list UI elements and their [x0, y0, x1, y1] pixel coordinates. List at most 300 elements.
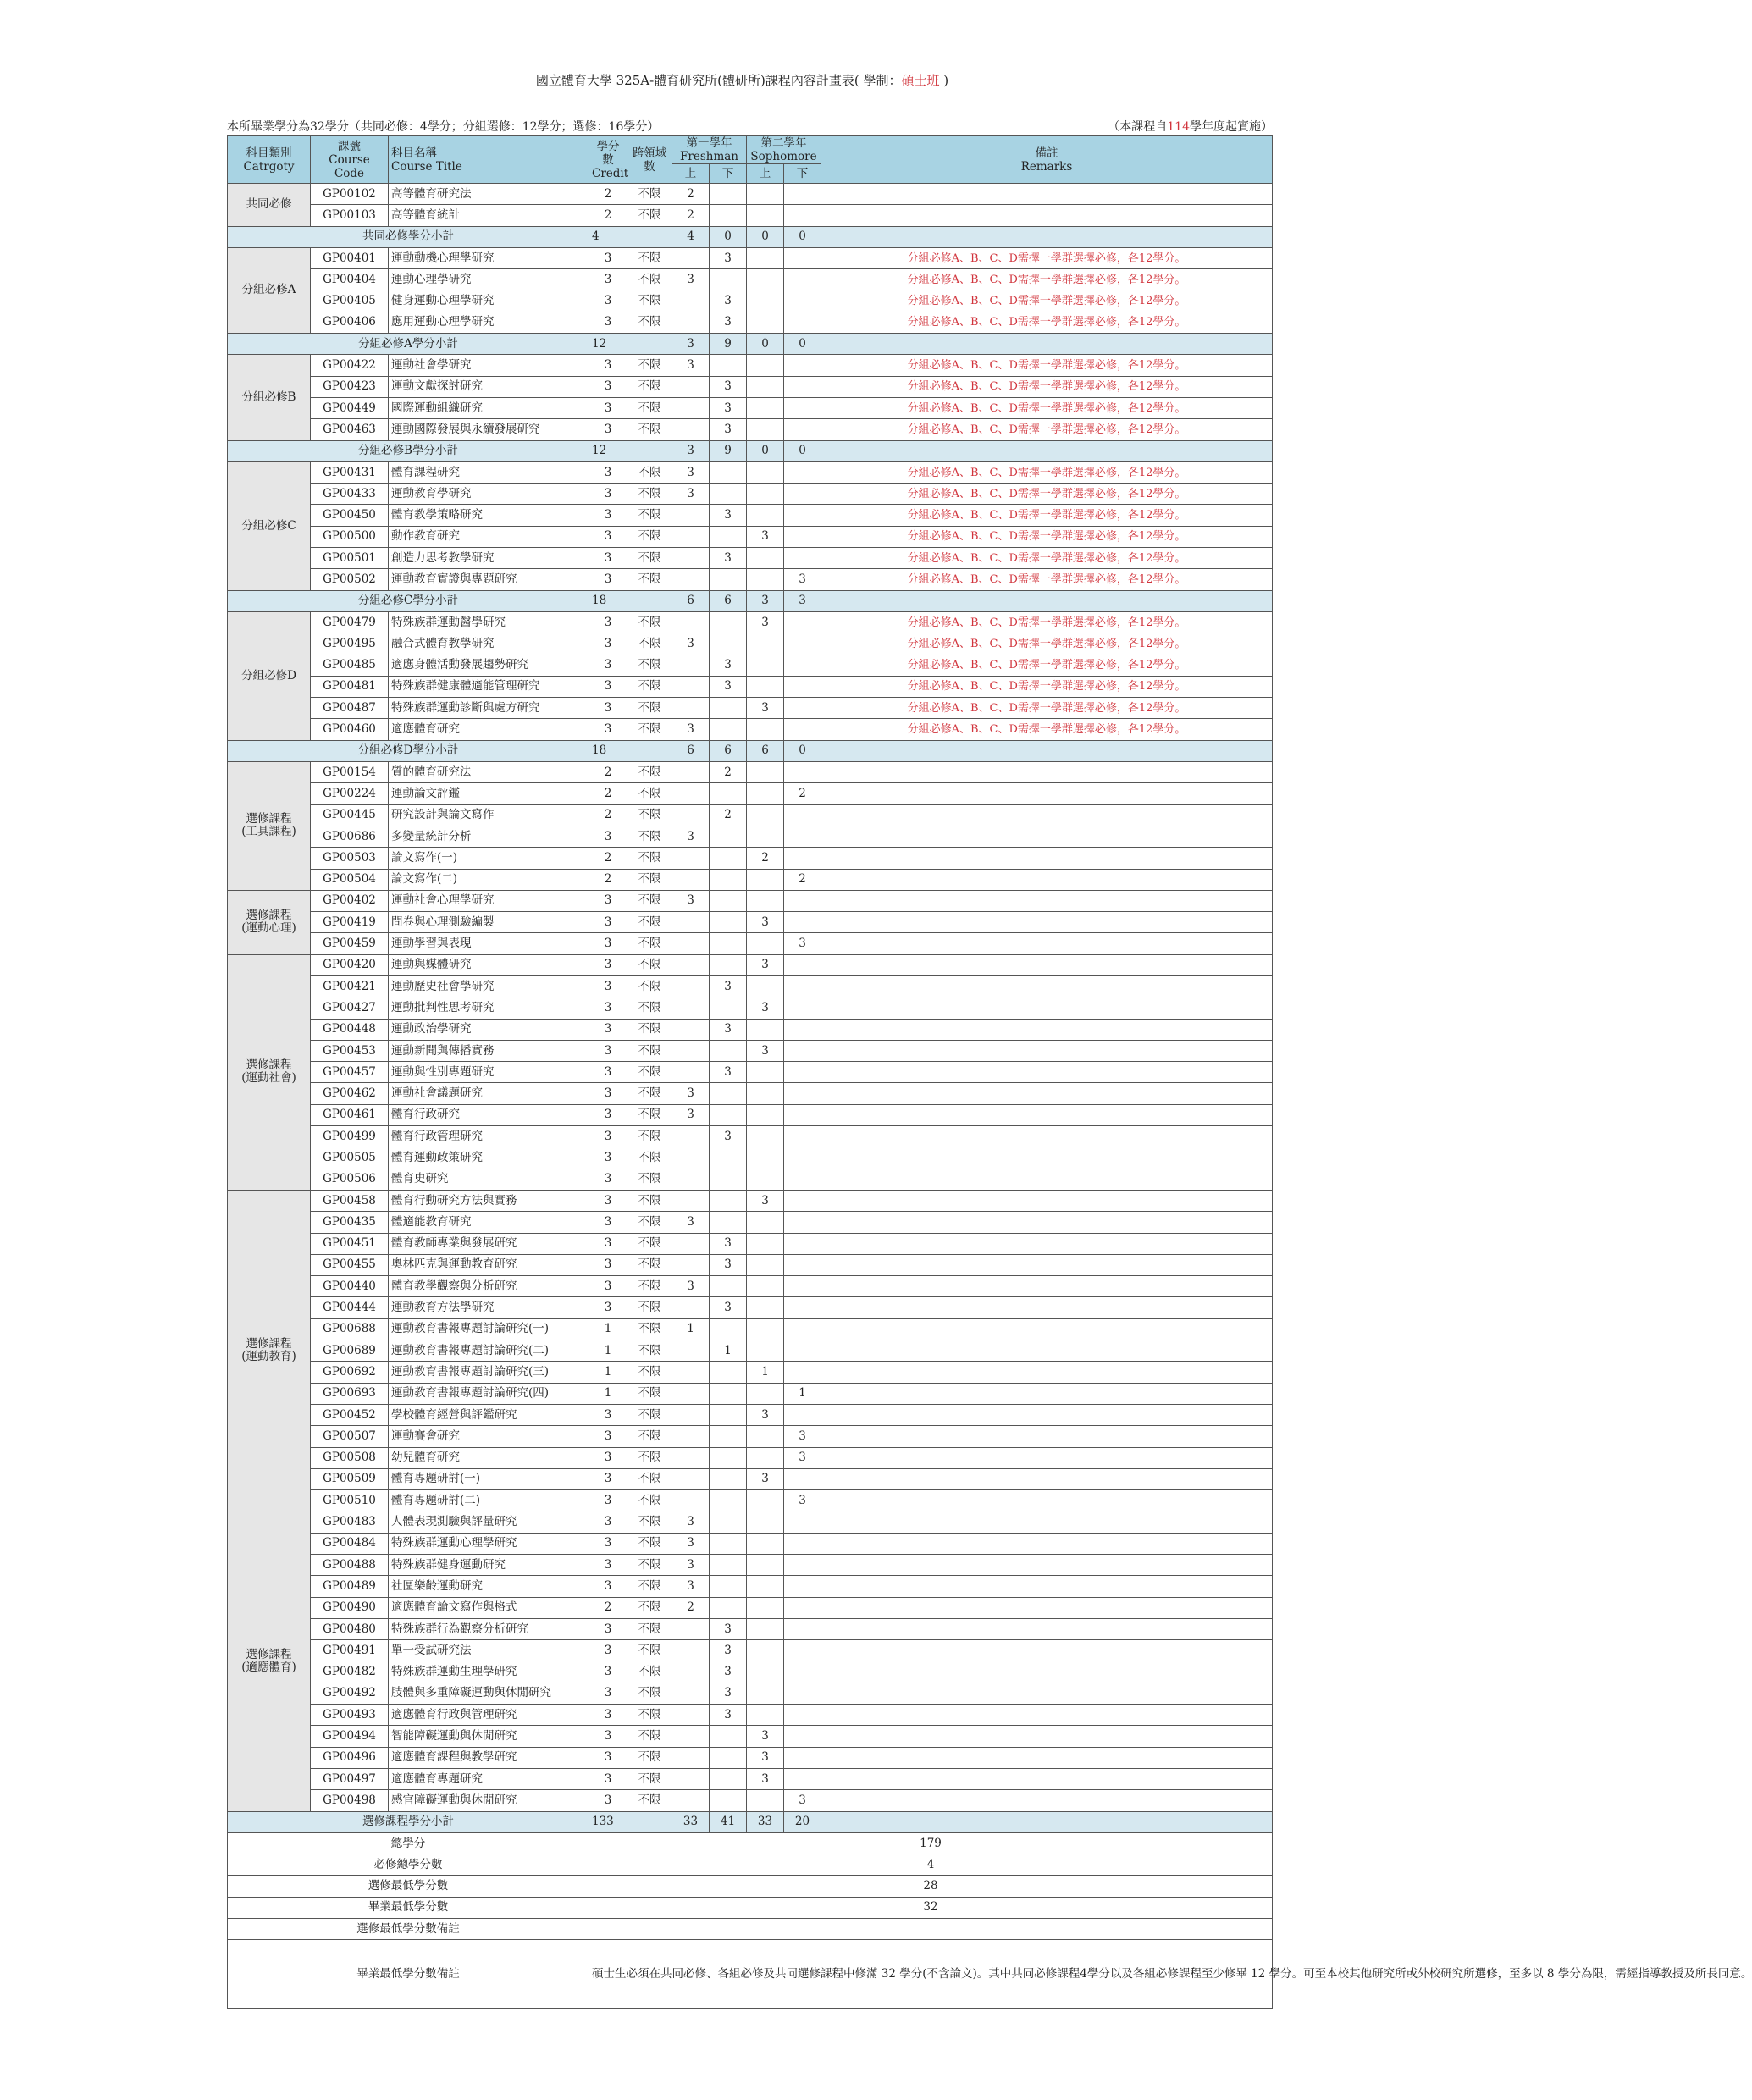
table-row [228, 1555, 1273, 1576]
year1-up-cell: 3 [672, 826, 710, 847]
year1-down-cell: 3 [710, 548, 747, 569]
year2-down-cell [784, 1576, 821, 1597]
subtotal-credit: 18 [589, 740, 627, 761]
course-title-cell: 奧林匹克與運動教育研究 [389, 1254, 589, 1275]
year2-down-cell [784, 419, 821, 440]
year1-down-cell: 3 [710, 419, 747, 440]
year1-up-cell [672, 698, 710, 719]
year2-up-cell [747, 676, 784, 697]
year2-down-cell [784, 1640, 821, 1661]
year1-up-cell [672, 1383, 710, 1404]
remark-cell [821, 1062, 1273, 1083]
year1-up-cell: 3 [672, 1212, 710, 1233]
year1-up-cell [672, 933, 710, 954]
year1-down-cell [710, 912, 747, 933]
course-title-cell: 特殊族群運動診斷與處方研究 [389, 698, 589, 719]
cross-domain-cell: 不限 [627, 1318, 672, 1340]
course-code-cell: GP00483 [311, 1511, 389, 1533]
cross-domain-cell: 不限 [627, 312, 672, 333]
year2-down-cell [784, 1104, 821, 1125]
page-title: 國立體育大學 325A-體育研究所(體研所)課程內容計畫表( 學制：碩士班 ) [535, 73, 949, 88]
course-title-cell: 肢體與多重障礙運動與休閒研究 [389, 1683, 589, 1704]
credit-cell: 3 [589, 1618, 627, 1639]
year2-up-cell [747, 1297, 784, 1318]
course-title-cell: 質的體育研究法 [389, 762, 589, 783]
year2-down-cell [784, 826, 821, 847]
credit-cell: 3 [589, 1147, 627, 1169]
credit-cell: 3 [589, 376, 627, 397]
cross-domain-cell: 不限 [627, 1040, 672, 1061]
year2-down-cell [784, 269, 821, 290]
credit-requirement-note: 本所畢業學分為32學分（共同必修：4學分；分組選修：12學分；選修：16學分） [227, 120, 660, 134]
course-title-cell: 研究設計與論文寫作 [389, 804, 589, 826]
summary-row [228, 1897, 1273, 1918]
table-row [228, 1490, 1273, 1511]
remark-cell [821, 1126, 1273, 1147]
course-title-cell: 體育專題研討(二) [389, 1490, 589, 1511]
course-code-cell: GP00479 [311, 611, 389, 633]
remark-cell [821, 1555, 1273, 1576]
remark-cell: 分組必修A、B、C、D需擇一學群選擇必修，各12學分。 [821, 548, 1273, 569]
remark-cell: 分組必修A、B、C、D需擇一學群選擇必修，各12學分。 [821, 461, 1273, 483]
year2-up-cell [747, 1705, 784, 1726]
table-row [228, 290, 1273, 312]
cross-domain-cell: 不限 [627, 397, 672, 418]
year1-down-cell [710, 1276, 747, 1297]
course-title-cell: 體育教學策略研究 [389, 505, 589, 526]
credit-cell: 3 [589, 676, 627, 697]
year2-down-cell [784, 1062, 821, 1083]
year2-up-cell [747, 1447, 784, 1468]
year1-down-cell [710, 1147, 747, 1169]
table-row [228, 698, 1273, 719]
summary-label: 畢業最低學分數備註 [228, 1940, 589, 2009]
cross-domain-cell: 不限 [627, 933, 672, 954]
subtotal-cross [627, 226, 672, 247]
year2-down-cell [784, 633, 821, 655]
year1-up-cell [672, 419, 710, 440]
course-title-cell: 社區樂齡運動研究 [389, 1576, 589, 1597]
remark-cell [821, 975, 1273, 997]
table-row [228, 1147, 1273, 1169]
year1-down-cell [710, 1768, 747, 1789]
course-title-cell: 運動教育書報專題討論研究(三) [389, 1362, 589, 1383]
year1-up-cell [672, 998, 710, 1019]
year2-up-cell [747, 1340, 784, 1362]
course-code-cell: GP00402 [311, 890, 389, 911]
table-row [228, 376, 1273, 397]
cross-domain-cell: 不限 [627, 1661, 672, 1683]
remark-cell [821, 1212, 1273, 1233]
year1-up-cell [672, 1040, 710, 1061]
category-cell: 分組必修C [228, 461, 311, 590]
table-row [228, 1661, 1273, 1683]
remark-cell [821, 954, 1273, 975]
summary-label: 選修最低學分數備註 [228, 1919, 589, 1940]
course-title-cell: 高等體育研究法 [389, 184, 589, 205]
course-code-cell: GP00401 [311, 247, 389, 268]
header-year2-up: 上 [747, 164, 784, 184]
course-title-cell: 體適能教育研究 [389, 1212, 589, 1233]
year1-up-cell: 1 [672, 1318, 710, 1340]
table-row [228, 569, 1273, 590]
year1-up-cell [672, 1661, 710, 1683]
year2-down-cell [784, 1683, 821, 1704]
cross-domain-cell: 不限 [627, 1019, 672, 1040]
table-row [228, 1340, 1273, 1362]
year2-up-cell: 3 [747, 1468, 784, 1489]
year2-up-cell: 1 [747, 1362, 784, 1383]
cross-domain-cell: 不限 [627, 1362, 672, 1383]
year1-up-cell [672, 611, 710, 633]
subtotal-label: 分組必修C學分小計 [228, 590, 589, 611]
course-title-cell: 運動教育書報專題討論研究(一) [389, 1318, 589, 1340]
table-row [228, 1062, 1273, 1083]
course-title-cell: 適應身體活動發展趨勢研究 [389, 655, 589, 676]
year2-up-cell [747, 1019, 784, 1040]
course-code-cell: GP00502 [311, 569, 389, 590]
cross-domain-cell: 不限 [627, 484, 672, 505]
summary-label: 畢業最低學分數 [228, 1897, 589, 1918]
year1-down-cell [710, 526, 747, 547]
credit-cell: 3 [589, 269, 627, 290]
course-code-cell: GP00419 [311, 912, 389, 933]
course-title-cell: 特殊族群運動生理學研究 [389, 1661, 589, 1683]
credit-cell: 3 [589, 1726, 627, 1747]
year2-up-cell [747, 548, 784, 569]
course-code-cell: GP00500 [311, 526, 389, 547]
credit-cell: 2 [589, 205, 627, 226]
cross-domain-cell: 不限 [627, 376, 672, 397]
year1-down-cell: 3 [710, 1705, 747, 1726]
course-code-cell: GP00503 [311, 848, 389, 869]
course-code-cell: GP00449 [311, 397, 389, 418]
year1-down-cell [710, 461, 747, 483]
year1-down-cell [710, 719, 747, 740]
cross-domain-cell: 不限 [627, 247, 672, 268]
course-code-cell: GP00103 [311, 205, 389, 226]
course-title-cell: 特殊族群運動醫學研究 [389, 611, 589, 633]
summary-row [228, 1832, 1273, 1854]
course-title-cell: 運動社會議題研究 [389, 1083, 589, 1104]
year2-up-cell [747, 1083, 784, 1104]
year2-down-cell [784, 655, 821, 676]
cross-domain-cell: 不限 [627, 1468, 672, 1489]
credit-cell: 3 [589, 1040, 627, 1061]
course-code-cell: GP00224 [311, 783, 389, 804]
year2-down-cell [784, 484, 821, 505]
year1-down-cell: 3 [710, 1126, 747, 1147]
credit-cell: 2 [589, 1597, 627, 1618]
subtotal-year1-up: 4 [672, 226, 710, 247]
course-code-cell: GP00490 [311, 1597, 389, 1618]
course-title-cell: 特殊族群健身運動研究 [389, 1555, 589, 1576]
year2-down-cell [784, 1297, 821, 1318]
year1-down-cell: 3 [710, 290, 747, 312]
year2-up-cell [747, 762, 784, 783]
header-year2: 第二學年 Sophomore [747, 136, 821, 164]
course-code-cell: GP00448 [311, 1019, 389, 1040]
cross-domain-cell: 不限 [627, 611, 672, 633]
credit-cell: 3 [589, 933, 627, 954]
year2-up-cell [747, 783, 784, 804]
course-code-cell: GP00494 [311, 1726, 389, 1747]
cross-domain-cell: 不限 [627, 676, 672, 697]
year1-down-cell: 3 [710, 312, 747, 333]
year2-up-cell [747, 461, 784, 483]
header-year1-down: 下 [710, 164, 747, 184]
course-code-cell: GP00427 [311, 998, 389, 1019]
year2-up-cell [747, 1276, 784, 1297]
year1-down-cell [710, 933, 747, 954]
table-row [228, 719, 1273, 740]
year2-up-cell: 3 [747, 1190, 784, 1211]
year1-up-cell [672, 1768, 710, 1789]
table-row [228, 312, 1273, 333]
year1-up-cell [672, 869, 710, 890]
remark-cell [821, 1597, 1273, 1618]
remark-cell [821, 184, 1273, 205]
year1-up-cell [672, 1705, 710, 1726]
table-row [228, 1683, 1273, 1704]
subtotal-row [228, 226, 1273, 247]
course-code-cell: GP00508 [311, 1447, 389, 1468]
credit-cell: 1 [589, 1383, 627, 1404]
cross-domain-cell: 不限 [627, 890, 672, 911]
year1-up-cell: 3 [672, 1276, 710, 1297]
cross-domain-cell: 不限 [627, 912, 672, 933]
year1-up-cell [672, 783, 710, 804]
remark-cell [821, 1768, 1273, 1789]
course-code-cell: GP00421 [311, 975, 389, 997]
credit-cell: 3 [589, 633, 627, 655]
year2-up-cell [747, 1104, 784, 1125]
year1-down-cell [710, 890, 747, 911]
course-code-cell: GP00445 [311, 804, 389, 826]
credit-cell: 3 [589, 1404, 627, 1425]
course-code-cell: GP00510 [311, 1490, 389, 1511]
table-row [228, 1747, 1273, 1768]
year1-down-cell: 3 [710, 1254, 747, 1275]
table-row [228, 397, 1273, 418]
year1-down-cell: 3 [710, 1019, 747, 1040]
year2-up-cell: 3 [747, 1040, 784, 1061]
course-title-cell: 健身運動心理學研究 [389, 290, 589, 312]
course-code-cell: GP00405 [311, 290, 389, 312]
table-row [228, 1169, 1273, 1190]
remark-cell: 分組必修A、B、C、D需擇一學群選擇必修，各12學分。 [821, 312, 1273, 333]
year1-down-cell: 3 [710, 655, 747, 676]
course-title-cell: 體育史研究 [389, 1169, 589, 1190]
course-title-cell: 學校體育經營與評鑑研究 [389, 1404, 589, 1425]
credit-cell: 3 [589, 998, 627, 1019]
table-row [228, 1618, 1273, 1639]
credit-cell: 3 [589, 1661, 627, 1683]
course-title-cell: 高等體育統計 [389, 205, 589, 226]
year1-down-cell [710, 569, 747, 590]
subtotal-year2-down: 0 [784, 334, 821, 355]
credit-cell: 3 [589, 890, 627, 911]
year2-up-cell [747, 826, 784, 847]
table-row [228, 461, 1273, 483]
year1-up-cell [672, 569, 710, 590]
cross-domain-cell: 不限 [627, 1340, 672, 1362]
year2-up-cell: 3 [747, 698, 784, 719]
year2-down-cell: 3 [784, 1447, 821, 1468]
credit-cell: 1 [589, 1362, 627, 1383]
remark-cell [821, 1533, 1273, 1554]
course-title-cell: 運動心理學研究 [389, 269, 589, 290]
year2-up-cell [747, 719, 784, 740]
year1-up-cell: 3 [672, 633, 710, 655]
course-code-cell: GP00495 [311, 633, 389, 655]
year1-up-cell: 2 [672, 1597, 710, 1618]
year1-up-cell [672, 1062, 710, 1083]
subtotal-year2-up: 0 [747, 226, 784, 247]
cross-domain-cell: 不限 [627, 869, 672, 890]
year2-down-cell [784, 676, 821, 697]
cross-domain-cell: 不限 [627, 1618, 672, 1639]
subtotal-year1-down: 6 [710, 740, 747, 761]
year1-up-cell: 3 [672, 355, 710, 376]
cross-domain-cell: 不限 [627, 762, 672, 783]
remark-cell: 分組必修A、B、C、D需擇一學群選擇必修，各12學分。 [821, 698, 1273, 719]
effective-year: 114 [1167, 120, 1190, 134]
table-row [228, 848, 1273, 869]
course-title-cell: 體育行政研究 [389, 1104, 589, 1125]
year1-down-cell [710, 1404, 747, 1425]
remark-cell: 分組必修A、B、C、D需擇一學群選擇必修，各12學分。 [821, 676, 1273, 697]
year1-up-cell [672, 1126, 710, 1147]
cross-domain-cell: 不限 [627, 848, 672, 869]
table-row [228, 526, 1273, 547]
cross-domain-cell: 不限 [627, 1726, 672, 1747]
year1-up-cell [672, 1790, 710, 1811]
credit-cell: 3 [589, 1297, 627, 1318]
summary-row [228, 1854, 1273, 1876]
year1-down-cell: 3 [710, 975, 747, 997]
year1-up-cell [672, 312, 710, 333]
credit-cell: 1 [589, 1340, 627, 1362]
remark-cell: 分組必修A、B、C、D需擇一學群選擇必修，各12學分。 [821, 633, 1273, 655]
summary-value [589, 1919, 1273, 1940]
year2-up-cell [747, 290, 784, 312]
table-row [228, 1404, 1273, 1425]
year2-down-cell [784, 1083, 821, 1104]
remark-cell [821, 1661, 1273, 1683]
year2-up-cell [747, 933, 784, 954]
year2-up-cell [747, 205, 784, 226]
credit-cell: 1 [589, 1318, 627, 1340]
credit-cell: 2 [589, 848, 627, 869]
year1-up-cell [672, 290, 710, 312]
credit-cell: 3 [589, 1747, 627, 1768]
header-year1: 第一學年 Freshman [672, 136, 747, 164]
table-row [228, 1511, 1273, 1533]
course-title-cell: 適應體育課程與教學研究 [389, 1747, 589, 1768]
table-row [228, 804, 1273, 826]
course-title-cell: 適應體育行政與管理研究 [389, 1705, 589, 1726]
year1-down-cell: 3 [710, 1683, 747, 1704]
cross-domain-cell: 不限 [627, 1576, 672, 1597]
cross-domain-cell: 不限 [627, 461, 672, 483]
table-row [228, 954, 1273, 975]
year2-up-cell [747, 655, 784, 676]
remark-cell [821, 1340, 1273, 1362]
subtotal-row [228, 334, 1273, 355]
course-code-cell: GP00686 [311, 826, 389, 847]
header-credit: 學分數 Credit [589, 136, 627, 184]
year2-down-cell [784, 1597, 821, 1618]
course-title-cell: 運動學習與表現 [389, 933, 589, 954]
cross-domain-cell: 不限 [627, 1383, 672, 1404]
summary-label: 選修最低學分數 [228, 1876, 589, 1897]
course-title-cell: 智能障礙運動與休閒研究 [389, 1726, 589, 1747]
subtotal-cross [627, 590, 672, 611]
year2-up-cell: 2 [747, 848, 784, 869]
subtotal-year1-up: 6 [672, 590, 710, 611]
credit-cell: 3 [589, 548, 627, 569]
remark-cell [821, 1576, 1273, 1597]
course-code-cell: GP00423 [311, 376, 389, 397]
course-title-cell: 適應體育專題研究 [389, 1768, 589, 1789]
summary-value: 28 [589, 1876, 1273, 1897]
cross-domain-cell: 不限 [627, 1297, 672, 1318]
subtotal-year1-down: 41 [710, 1811, 747, 1832]
year2-up-cell [747, 505, 784, 526]
subtotal-year2-down: 0 [784, 740, 821, 761]
year1-up-cell [672, 1019, 710, 1040]
course-title-cell: 特殊族群運動心理學研究 [389, 1533, 589, 1554]
remark-cell [821, 1747, 1273, 1768]
course-code-cell: GP00480 [311, 1618, 389, 1639]
year2-up-cell: 3 [747, 912, 784, 933]
year2-down-cell [784, 1212, 821, 1233]
year2-up-cell [747, 569, 784, 590]
cross-domain-cell: 不限 [627, 1254, 672, 1275]
year2-down-cell [784, 290, 821, 312]
year2-down-cell [784, 1555, 821, 1576]
table-row [228, 1233, 1273, 1254]
course-title-cell: 適應體育研究 [389, 719, 589, 740]
course-code-cell: GP00688 [311, 1318, 389, 1340]
credit-cell: 3 [589, 419, 627, 440]
table-row [228, 1790, 1273, 1811]
table-row [228, 890, 1273, 911]
year2-up-cell [747, 1147, 784, 1169]
credit-cell: 3 [589, 1447, 627, 1468]
remark-cell [821, 869, 1273, 890]
year1-down-cell [710, 1533, 747, 1554]
course-code-cell: GP00460 [311, 719, 389, 740]
year2-down-cell [784, 804, 821, 826]
year2-up-cell: 3 [747, 1747, 784, 1768]
remark-cell: 分組必修A、B、C、D需擇一學群選擇必修，各12學分。 [821, 269, 1273, 290]
cross-domain-cell: 不限 [627, 1768, 672, 1789]
year1-up-cell [672, 1169, 710, 1190]
year2-down-cell [784, 1169, 821, 1190]
year2-down-cell [784, 698, 821, 719]
year2-up-cell [747, 1555, 784, 1576]
year2-down-cell [784, 1726, 821, 1747]
cross-domain-cell: 不限 [627, 290, 672, 312]
table-row [228, 505, 1273, 526]
course-title-cell: 運動教育書報專題討論研究(四) [389, 1383, 589, 1404]
summary-value: 4 [589, 1854, 1273, 1876]
course-code-cell: GP00484 [311, 1533, 389, 1554]
subtotal-row [228, 590, 1273, 611]
table-row [228, 1705, 1273, 1726]
